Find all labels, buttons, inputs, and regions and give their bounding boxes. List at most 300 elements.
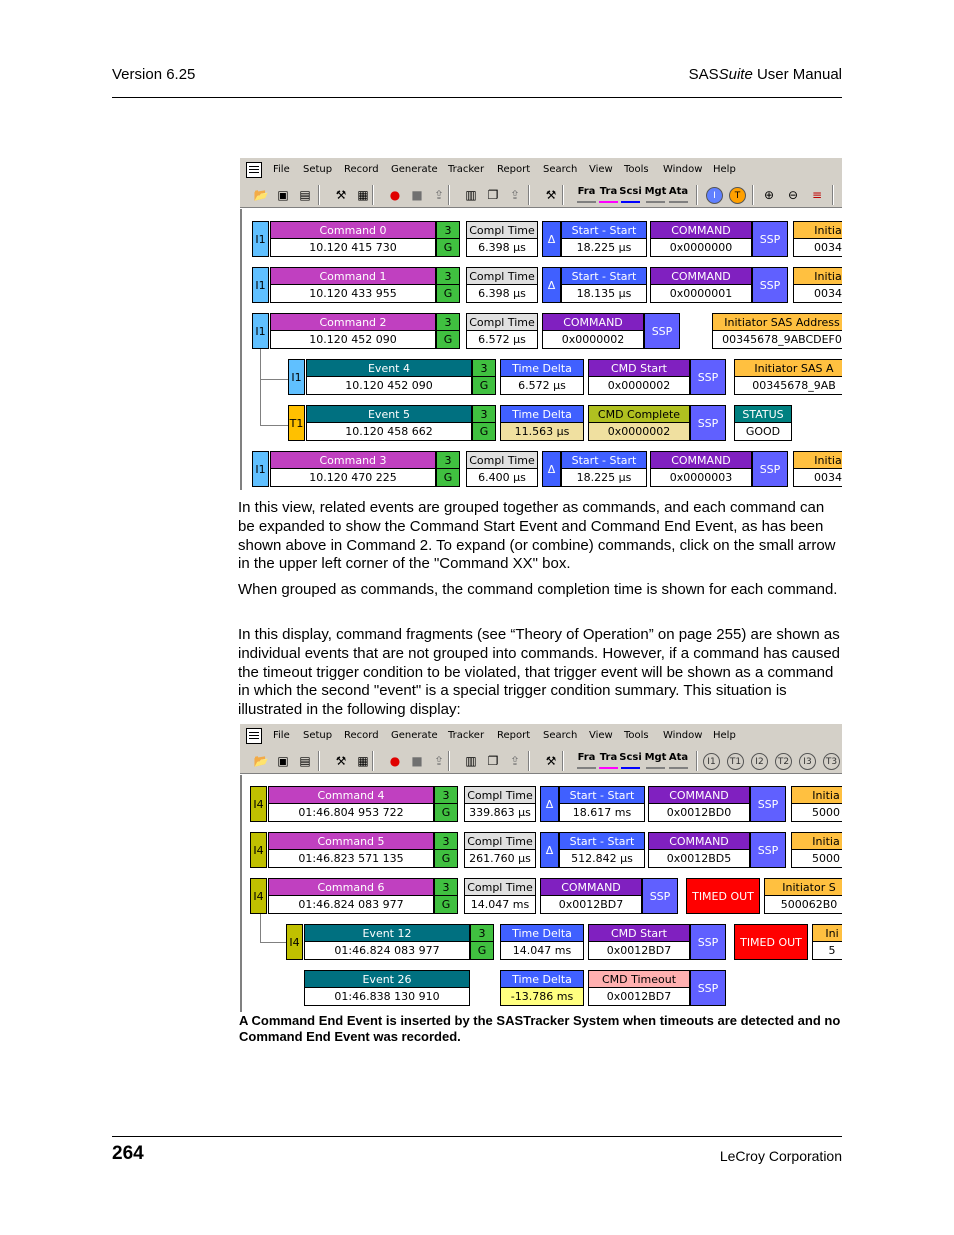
time-delta-cell-value: -13.786 ms bbox=[501, 988, 583, 1005]
event-cell-value: 10.120 452 090 bbox=[307, 377, 471, 394]
time-delta-cell[interactable] bbox=[500, 970, 584, 1006]
toolbar-separator bbox=[528, 185, 530, 205]
trace-row-label[interactable]: T1 bbox=[288, 405, 305, 441]
command-cell-value: 10.120 415 730 bbox=[271, 239, 435, 256]
compl-time-cell-value: 6.398 μs bbox=[467, 285, 537, 302]
command-cell-value: 01:46.824 083 977 bbox=[269, 896, 433, 913]
timed-out-label: TIMED OUT bbox=[686, 878, 760, 914]
initiator-cell-value: 5000 bbox=[792, 804, 842, 821]
trace-row-label[interactable]: I1 bbox=[252, 451, 269, 487]
initiator-filter-icon[interactable]: I bbox=[706, 187, 723, 204]
generation-cell-value: G bbox=[473, 423, 495, 440]
generation-cell[interactable] bbox=[434, 878, 458, 914]
upload-icon[interactable]: ⇪ bbox=[433, 188, 445, 202]
initiator-cell[interactable] bbox=[764, 878, 842, 914]
command-cell-value: 10.120 452 090 bbox=[271, 331, 435, 348]
event-cell-value: 10.120 458 662 bbox=[307, 423, 471, 440]
toolbar-separator bbox=[372, 751, 374, 771]
compl-time-cell[interactable] bbox=[466, 313, 538, 349]
event-cell-header: Event 26 bbox=[305, 971, 469, 988]
grid-icon[interactable]: ▦ bbox=[357, 754, 369, 768]
compl-time-cell-header: Compl Time bbox=[467, 452, 537, 469]
compl-time-cell[interactable] bbox=[466, 451, 538, 487]
toolbar-tra-label: Tra bbox=[599, 186, 618, 197]
compl-time-cell-value: 6.572 μs bbox=[467, 331, 537, 348]
initiator-cell-value: 00345678_9AB bbox=[735, 377, 842, 394]
command-cell[interactable] bbox=[270, 313, 436, 349]
start-start-cell[interactable] bbox=[561, 451, 647, 487]
paragraph-3: In this display, command fragments (see “Theory of Operation” on page 255) are shown as individual events that are not grouped into commands. However, if a command has caused the timeout trigger condition to be violated, that trigger event will be shown as a command in which the second "event" is a special trigger condition summary. This situation is illustrated in the following display: bbox=[238, 626, 841, 719]
screenshot-transactions-2 bbox=[240, 724, 842, 1012]
generation-cell-header: 3 bbox=[437, 222, 459, 239]
toolbar-scsi-label: Scsi bbox=[619, 752, 642, 763]
command-cell-header: Command 2 bbox=[271, 314, 435, 331]
initiator-cell-header: Initia bbox=[794, 452, 842, 469]
toolbar-separator bbox=[752, 185, 754, 205]
initiator-cell-header: Initia bbox=[794, 222, 842, 239]
generation-cell-header: 3 bbox=[435, 879, 457, 896]
menu-help[interactable]: Help bbox=[713, 730, 736, 741]
menu-tools[interactable]: Tools bbox=[624, 730, 649, 741]
toolbar-fra-label: Fra bbox=[577, 752, 596, 763]
time-delta-cell-header: Time Delta bbox=[501, 406, 583, 423]
command-cell[interactable] bbox=[268, 878, 434, 914]
trace-view bbox=[240, 775, 842, 1012]
tools-icon[interactable]: ⚒ bbox=[335, 188, 347, 202]
initiator-cell[interactable] bbox=[793, 451, 842, 487]
command-frame-cell[interactable] bbox=[540, 878, 642, 914]
manual-title: SASSuite User Manual bbox=[688, 66, 842, 83]
delta-label: Δ bbox=[542, 267, 561, 303]
ssp-label: SSP bbox=[690, 359, 726, 395]
event-cell-header: Event 5 bbox=[307, 406, 471, 423]
cmd-start-cell-header: CMD Start bbox=[589, 360, 689, 377]
command-frame-cell[interactable] bbox=[650, 451, 752, 487]
trace-row-label[interactable]: I4 bbox=[250, 832, 267, 868]
cmd-start-cell[interactable] bbox=[588, 359, 690, 395]
menu-search[interactable]: Search bbox=[543, 164, 578, 175]
upload2-icon[interactable]: ⇪ bbox=[509, 754, 521, 768]
trace-row-label[interactable]: I4 bbox=[286, 924, 303, 960]
initiator-cell[interactable] bbox=[734, 359, 842, 395]
toolbar-scsi-button[interactable] bbox=[620, 186, 641, 204]
toolbar-underline bbox=[599, 767, 618, 769]
toolbar-separator bbox=[448, 185, 450, 205]
menu-record[interactable]: Record bbox=[344, 730, 379, 741]
cmd-complete-cell[interactable] bbox=[588, 405, 690, 441]
generation-cell[interactable] bbox=[472, 405, 496, 441]
initiator-cell-value: 0034 bbox=[794, 239, 842, 256]
delta-label: Δ bbox=[540, 832, 559, 868]
timed-out-label: TIMED OUT bbox=[734, 924, 808, 960]
start-start-cell[interactable] bbox=[559, 786, 645, 822]
compl-time-cell-value: 14.047 ms bbox=[465, 896, 535, 913]
cmd-complete-cell-header: CMD Complete bbox=[589, 406, 689, 423]
zoom-out-icon[interactable]: ⊖ bbox=[787, 188, 799, 202]
command-cell-value: 10.120 470 225 bbox=[271, 469, 435, 486]
command-cell-header: Command 1 bbox=[271, 268, 435, 285]
toolbar-separator bbox=[318, 751, 320, 771]
ssp-label: SSP bbox=[750, 832, 786, 868]
page-number: 264 bbox=[112, 1143, 144, 1164]
generation-cell-header: 3 bbox=[473, 360, 495, 377]
app-icon bbox=[246, 162, 262, 178]
command-cell-value: 10.120 433 955 bbox=[271, 285, 435, 302]
generation-cell[interactable] bbox=[436, 267, 460, 303]
command-frame-cell-header: COMMAND bbox=[651, 222, 751, 239]
generation-cell-value: G bbox=[471, 942, 493, 959]
toolbar-underline bbox=[577, 201, 596, 203]
start-start-cell-value: 512.842 μs bbox=[560, 850, 644, 867]
menu-file[interactable]: File bbox=[273, 730, 290, 741]
command-cell-header: Command 5 bbox=[269, 833, 433, 850]
cmd-start-cell-value: 0x0000002 bbox=[589, 377, 689, 394]
start-start-cell-value: 18.225 μs bbox=[562, 469, 646, 486]
initiator-cell-value: 5000 bbox=[792, 850, 842, 867]
menu-tracker[interactable]: Tracker bbox=[448, 164, 485, 175]
command-cell[interactable] bbox=[268, 786, 434, 822]
tree-connector bbox=[260, 379, 288, 380]
command-cell-header: Command 4 bbox=[269, 787, 433, 804]
filter-i2-icon[interactable]: I2 bbox=[751, 753, 768, 770]
command-frame-cell-value: 0x0000002 bbox=[543, 331, 643, 348]
initiator-cell[interactable] bbox=[793, 221, 842, 257]
event-cell[interactable] bbox=[304, 970, 470, 1006]
command-frame-cell[interactable] bbox=[650, 267, 752, 303]
command-frame-cell-header: COMMAND bbox=[649, 787, 749, 804]
generation-cell-value: G bbox=[437, 239, 459, 256]
generation-cell-header: 3 bbox=[471, 925, 493, 942]
toolbar-tra-button[interactable] bbox=[598, 186, 619, 204]
export-icon[interactable]: ▥ bbox=[465, 754, 477, 768]
menu-view[interactable]: View bbox=[589, 164, 613, 175]
generation-cell-value: G bbox=[437, 469, 459, 486]
menu-setup[interactable]: Setup bbox=[303, 730, 333, 741]
toolbar-ata-button[interactable] bbox=[668, 752, 689, 770]
toolbar-fra-button[interactable] bbox=[576, 752, 597, 770]
command-frame-cell-value: 0x0012BD5 bbox=[649, 850, 749, 867]
command-frame-cell-value: 0x0000000 bbox=[651, 239, 751, 256]
toolbar-separator bbox=[562, 751, 564, 771]
toolbar-underline bbox=[621, 767, 640, 769]
ssp-label: SSP bbox=[690, 924, 726, 960]
ssp-label: SSP bbox=[752, 221, 788, 257]
start-start-cell-header: Start - Start bbox=[562, 452, 646, 469]
ssp-label: SSP bbox=[644, 313, 680, 349]
ssp-label: SSP bbox=[752, 451, 788, 487]
command-cell[interactable] bbox=[270, 451, 436, 487]
config-icon[interactable]: ⚒ bbox=[545, 754, 557, 768]
start-start-cell-value: 18.135 μs bbox=[562, 285, 646, 302]
start-start-cell-value: 18.225 μs bbox=[562, 239, 646, 256]
initiator-cell-value: 500062B0 bbox=[765, 896, 842, 913]
filter-t2-icon[interactable]: T2 bbox=[775, 753, 792, 770]
status-cell-value: GOOD bbox=[735, 423, 791, 440]
initiator-cell-value: 0034 bbox=[794, 285, 842, 302]
generation-cell-value: G bbox=[435, 850, 457, 867]
trace-view bbox=[240, 209, 842, 490]
save-icon[interactable]: ▣ bbox=[277, 188, 289, 202]
trace-row-label[interactable]: I1 bbox=[252, 267, 269, 303]
toolbar-scsi-button[interactable] bbox=[620, 752, 641, 770]
target-filter-icon[interactable]: T bbox=[729, 187, 746, 204]
tree-connector bbox=[260, 942, 286, 943]
tools-icon[interactable]: ⚒ bbox=[335, 754, 347, 768]
compl-time-cell-header: Compl Time bbox=[465, 879, 535, 896]
initiator-cell-header: Initia bbox=[792, 787, 842, 804]
compl-time-cell[interactable] bbox=[464, 878, 536, 914]
toolbar-separator bbox=[696, 185, 698, 205]
command-cell-value: 01:46.804 953 722 bbox=[269, 804, 433, 821]
compl-time-cell[interactable] bbox=[466, 221, 538, 257]
command-frame-cell-header: COMMAND bbox=[649, 833, 749, 850]
initiator-cell[interactable] bbox=[791, 832, 842, 868]
start-start-cell-header: Start - Start bbox=[562, 222, 646, 239]
compl-time-cell-header: Compl Time bbox=[465, 787, 535, 804]
toolbar-mgt-label: Mgt bbox=[644, 186, 667, 197]
time-delta-cell-value: 14.047 ms bbox=[501, 942, 583, 959]
document-icon[interactable]: ▤ bbox=[299, 188, 311, 202]
initiator-cell-header: Initia bbox=[792, 833, 842, 850]
bookmark-icon[interactable]: ≡ bbox=[811, 188, 823, 202]
time-delta-cell-header: Time Delta bbox=[501, 360, 583, 377]
toolbar-mgt-label: Mgt bbox=[644, 752, 667, 763]
compl-time-cell-header: Compl Time bbox=[467, 222, 537, 239]
toolbar-underline bbox=[621, 201, 640, 203]
generation-cell-header: 3 bbox=[437, 268, 459, 285]
open-icon[interactable]: 📂 bbox=[253, 188, 269, 202]
cmd-start-cell[interactable] bbox=[588, 924, 690, 960]
command-frame-cell-value: 0x0000001 bbox=[651, 285, 751, 302]
command-cell-header: Command 3 bbox=[271, 452, 435, 469]
menu-bar bbox=[240, 724, 842, 748]
time-delta-cell-value: 11.563 μs bbox=[501, 423, 583, 440]
status-cell-header: STATUS bbox=[735, 406, 791, 423]
menu-help[interactable]: Help bbox=[713, 164, 736, 175]
toolbar-tra-label: Tra bbox=[599, 752, 618, 763]
delta-label: Δ bbox=[542, 221, 561, 257]
toolbar-separator bbox=[448, 751, 450, 771]
toolbar-separator bbox=[318, 185, 320, 205]
trace-row-label[interactable]: I1 bbox=[252, 313, 269, 349]
trace-row-label[interactable]: I1 bbox=[288, 359, 305, 395]
event-cell[interactable] bbox=[306, 359, 472, 395]
menu-file[interactable]: File bbox=[273, 164, 290, 175]
record-icon[interactable]: ● bbox=[389, 188, 401, 202]
command-cell[interactable] bbox=[270, 221, 436, 257]
toolbar-fra-button[interactable] bbox=[576, 186, 597, 204]
zoom-in-icon[interactable]: ⊕ bbox=[763, 188, 775, 202]
menu-generate[interactable]: Generate bbox=[391, 164, 438, 175]
command-frame-cell[interactable] bbox=[650, 221, 752, 257]
stop-icon[interactable]: ■ bbox=[411, 188, 423, 202]
command-frame-cell[interactable] bbox=[542, 313, 644, 349]
toolbar-separator bbox=[562, 185, 564, 205]
start-start-cell[interactable] bbox=[561, 267, 647, 303]
initiator-cell[interactable] bbox=[712, 313, 842, 349]
generation-cell[interactable] bbox=[472, 359, 496, 395]
trace-row-label[interactable]: I1 bbox=[252, 221, 269, 257]
delta-label: Δ bbox=[540, 786, 559, 822]
command-frame-cell-header: COMMAND bbox=[651, 452, 751, 469]
cmd-timeout-cell-value: 0x0012BD7 bbox=[589, 988, 689, 1005]
menu-view[interactable]: View bbox=[589, 730, 613, 741]
menu-report[interactable]: Report bbox=[497, 164, 531, 175]
menu-record[interactable]: Record bbox=[344, 164, 379, 175]
app-icon bbox=[246, 728, 262, 744]
compl-time-cell-header: Compl Time bbox=[465, 833, 535, 850]
command-frame-cell-header: COMMAND bbox=[651, 268, 751, 285]
time-delta-cell-value: 6.572 μs bbox=[501, 377, 583, 394]
initiator-cell-header: Initiator SAS A bbox=[735, 360, 842, 377]
start-start-cell-header: Start - Start bbox=[560, 787, 644, 804]
generation-cell-value: G bbox=[473, 377, 495, 394]
event-cell-value: 01:46.838 130 910 bbox=[305, 988, 469, 1005]
compl-time-cell[interactable] bbox=[466, 267, 538, 303]
initiator-cell[interactable] bbox=[812, 924, 842, 960]
start-start-cell[interactable] bbox=[559, 832, 645, 868]
time-delta-cell-header: Time Delta bbox=[501, 971, 583, 988]
record-icon[interactable]: ● bbox=[389, 754, 401, 768]
initiator-cell-header: Initia bbox=[794, 268, 842, 285]
generation-cell-value: G bbox=[435, 804, 457, 821]
figure-caption: A Command End Event is inserted by the SASTracker System when timeouts are detected and no Command End Event was recorded. bbox=[239, 1013, 841, 1044]
compl-time-cell-value: 339.863 μs bbox=[465, 804, 535, 821]
event-cell-header: Event 4 bbox=[307, 360, 471, 377]
ssp-label: SSP bbox=[750, 786, 786, 822]
tree-connector bbox=[260, 349, 261, 425]
event-cell[interactable] bbox=[306, 405, 472, 441]
start-start-cell-header: Start - Start bbox=[562, 268, 646, 285]
menu-setup[interactable]: Setup bbox=[303, 164, 333, 175]
initiator-cell-header: Ini bbox=[813, 925, 842, 942]
generation-cell[interactable] bbox=[436, 313, 460, 349]
menu-tracker[interactable]: Tracker bbox=[448, 730, 485, 741]
toolbar-tra-button[interactable] bbox=[598, 752, 619, 770]
command-frame-cell[interactable] bbox=[648, 786, 750, 822]
trace-row-label[interactable]: I4 bbox=[250, 786, 267, 822]
document-icon[interactable]: ▤ bbox=[299, 754, 311, 768]
tree-connector bbox=[260, 914, 261, 942]
toolbar-separator bbox=[372, 185, 374, 205]
stop-icon[interactable]: ■ bbox=[411, 754, 423, 768]
filter-i3-icon[interactable]: I3 bbox=[799, 753, 816, 770]
compl-time-cell-value: 261.760 μs bbox=[465, 850, 535, 867]
generation-cell[interactable] bbox=[470, 924, 494, 960]
command-frame-cell-value: 0x0000003 bbox=[651, 469, 751, 486]
compl-time-cell-value: 6.398 μs bbox=[467, 239, 537, 256]
generation-cell-value: G bbox=[435, 896, 457, 913]
generation-cell-header: 3 bbox=[473, 406, 495, 423]
generation-cell-value: G bbox=[437, 285, 459, 302]
cmd-start-cell-header: CMD Start bbox=[589, 925, 689, 942]
compl-time-cell[interactable] bbox=[464, 832, 536, 868]
time-delta-cell[interactable] bbox=[500, 405, 584, 441]
ssp-label: SSP bbox=[642, 878, 678, 914]
header-rule bbox=[112, 97, 842, 98]
cmd-start-cell-value: 0x0012BD7 bbox=[589, 942, 689, 959]
delta-label: Δ bbox=[542, 451, 561, 487]
copy-icon[interactable]: ❐ bbox=[487, 188, 499, 202]
menu-generate[interactable]: Generate bbox=[391, 730, 438, 741]
grid-icon[interactable]: ▦ bbox=[357, 188, 369, 202]
open-icon[interactable]: 📂 bbox=[253, 754, 269, 768]
initiator-cell-value: 5 bbox=[813, 942, 842, 959]
command-frame-cell-value: 0x0012BD0 bbox=[649, 804, 749, 821]
command-cell[interactable] bbox=[270, 267, 436, 303]
trace-row-label[interactable]: I4 bbox=[250, 878, 267, 914]
toolbar-underline bbox=[646, 201, 665, 203]
menu-window[interactable]: Window bbox=[663, 164, 703, 175]
command-frame-cell-value: 0x0012BD7 bbox=[541, 896, 641, 913]
time-delta-cell[interactable] bbox=[500, 924, 584, 960]
initiator-cell[interactable] bbox=[791, 786, 842, 822]
menu-bar bbox=[240, 158, 842, 182]
initiator-cell[interactable] bbox=[793, 267, 842, 303]
copy-icon[interactable]: ❐ bbox=[487, 754, 499, 768]
generation-cell-value: G bbox=[437, 331, 459, 348]
toolbar-mgt-button[interactable] bbox=[645, 186, 666, 204]
toolbar-underline bbox=[646, 767, 665, 769]
generation-cell[interactable] bbox=[434, 786, 458, 822]
generation-cell-header: 3 bbox=[437, 452, 459, 469]
menu-window[interactable]: Window bbox=[663, 730, 703, 741]
menu-search[interactable]: Search bbox=[543, 730, 578, 741]
footer-rule bbox=[112, 1136, 842, 1137]
filter-t1-icon[interactable]: T1 bbox=[727, 753, 744, 770]
toolbar-ata-label: Ata bbox=[668, 752, 689, 763]
ssp-label: SSP bbox=[690, 970, 726, 1006]
start-start-cell[interactable] bbox=[561, 221, 647, 257]
command-cell[interactable] bbox=[268, 832, 434, 868]
menu-tools[interactable]: Tools bbox=[624, 164, 649, 175]
screenshot-transactions-1 bbox=[240, 158, 842, 490]
config-icon[interactable]: ⚒ bbox=[545, 188, 557, 202]
upload2-icon[interactable]: ⇪ bbox=[509, 188, 521, 202]
generation-cell-header: 3 bbox=[435, 833, 457, 850]
toolbar-mgt-button[interactable] bbox=[645, 752, 666, 770]
export-icon[interactable]: ▥ bbox=[465, 188, 477, 202]
company-name: LeCroy Corporation bbox=[719, 1148, 842, 1164]
compl-time-cell-header: Compl Time bbox=[467, 314, 537, 331]
generation-cell[interactable] bbox=[436, 221, 460, 257]
toolbar-underline bbox=[599, 201, 618, 203]
menu-report[interactable]: Report bbox=[497, 730, 531, 741]
command-cell-header: Command 0 bbox=[271, 222, 435, 239]
initiator-cell-header: Initiator SAS Address bbox=[713, 314, 842, 331]
generation-cell[interactable] bbox=[436, 451, 460, 487]
toolbar-underline bbox=[669, 201, 688, 203]
paragraph-2: When grouped as commands, the command completion time is shown for each command. bbox=[238, 581, 838, 598]
filter-t3-icon[interactable]: T3 bbox=[823, 753, 840, 770]
compl-time-cell-value: 6.400 μs bbox=[467, 469, 537, 486]
time-delta-cell[interactable] bbox=[500, 359, 584, 395]
command-frame-cell[interactable] bbox=[648, 832, 750, 868]
generation-cell[interactable] bbox=[434, 832, 458, 868]
compl-time-cell[interactable] bbox=[464, 786, 536, 822]
filter-i1-icon[interactable]: I1 bbox=[703, 753, 720, 770]
tree-connector bbox=[260, 425, 288, 426]
command-cell-value: 01:46.823 571 135 bbox=[269, 850, 433, 867]
start-start-cell-header: Start - Start bbox=[560, 833, 644, 850]
event-cell[interactable] bbox=[304, 924, 470, 960]
cmd-timeout-cell[interactable] bbox=[588, 970, 690, 1006]
status-cell[interactable] bbox=[734, 405, 792, 441]
save-icon[interactable]: ▣ bbox=[277, 754, 289, 768]
toolbar-ata-button[interactable] bbox=[668, 186, 689, 204]
initiator-cell-header: Initiator S bbox=[765, 879, 842, 896]
upload-icon[interactable]: ⇪ bbox=[433, 754, 445, 768]
